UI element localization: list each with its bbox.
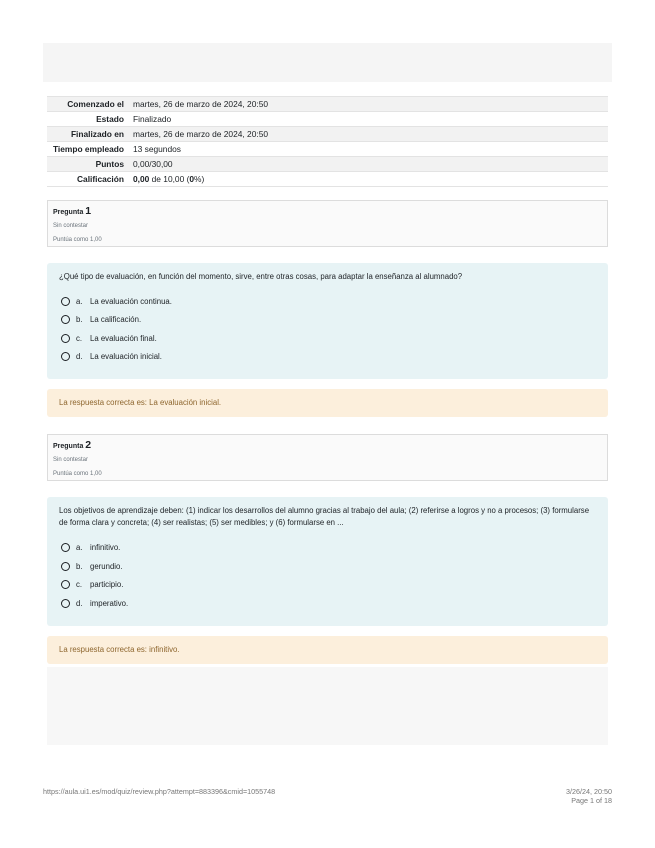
question-text: Los objetivos de aprendizaje deben: (1) indicar los desarrollos del alumno gracias al trabajo del aula; (2) referirse a logros y no a procesos; (3) formularse de forma clara y concreta; (4) ser realistas; (5) ser medibles; y (6) formularse en ... [59,506,590,528]
summary-value: Finalizado [133,113,172,124]
question-mark: Puntúa como 1,00 [53,237,102,243]
question-1-info [47,200,608,247]
footer-page-number: Page 1 of 18 [571,796,612,805]
summary-label: Puntos [95,158,124,169]
attempt-summary-table [47,96,608,187]
radio-icon[interactable] [61,352,70,361]
answer-option-a[interactable] [59,538,596,557]
summary-value [129,172,608,187]
summary-value: martes, 26 de marzo de 2024, 20:50 [133,98,269,109]
footer-url: https://aula.ui1.es/mod/quiz/review.php?attempt=883396&cmid=1055748 [43,787,276,796]
question-status: Sin contestar [53,223,89,229]
question-2-info [47,434,608,481]
radio-icon[interactable] [61,297,70,306]
summary-row-started [47,97,608,112]
question-mark: Puntúa como 1,00 [53,471,102,477]
question-2-formulation [47,497,608,626]
answer-option-c[interactable] [59,329,596,348]
summary-value: martes, 26 de marzo de 2024, 20:50 [133,128,269,139]
option-letter: c. [76,333,83,343]
option-letter: a. [76,543,83,553]
question-1-feedback: La respuesta correcta es: La evaluación inicial. [47,389,608,417]
summary-row-completed [47,127,608,142]
answer-options [59,292,596,366]
option-text: infinitivo. [90,543,121,553]
question-number-value: 1 [85,205,92,217]
answer-option-c[interactable] [59,575,596,594]
question-number [53,205,602,219]
radio-icon[interactable] [61,580,70,589]
summary-row-marks [47,157,608,172]
grade-out-of: de 10,00 ( [151,173,190,184]
question-2-feedback: La respuesta correcta es: infinitivo. [47,636,608,664]
footer-datetime: 3/26/24, 20:50 [566,787,612,796]
summary-label: Estado [96,113,124,124]
question-status: Sin contestar [53,457,89,463]
option-text: imperativo. [90,598,129,608]
question-1-formulation [47,263,608,379]
answer-option-b[interactable] [59,311,596,330]
summary-row-grade [47,172,608,187]
question-prefix: Pregunta [53,209,84,216]
radio-icon[interactable] [61,315,70,324]
summary-label: Comenzado el [67,98,124,109]
option-letter: d. [76,598,83,608]
grade-value: 0,00 [133,173,150,184]
option-letter: c. [76,580,83,590]
option-text: La calificación. [90,315,142,325]
grade-percent: 0 [189,173,195,184]
summary-value: 13 segundos [133,143,181,154]
option-letter: b. [76,561,83,571]
option-letter: b. [76,315,83,325]
question-number-value: 2 [85,439,92,451]
radio-icon[interactable] [61,562,70,571]
option-letter: a. [76,296,83,306]
answer-options [59,538,596,612]
summary-row-state [47,112,608,127]
radio-icon[interactable] [61,543,70,552]
summary-label: Tiempo empleado [52,143,124,154]
answer-option-d[interactable] [59,594,596,613]
summary-value: 0,00/30,00 [133,158,173,169]
option-text: La evaluación final. [90,333,157,343]
page-header-band [43,43,612,82]
answer-option-d[interactable] [59,348,596,367]
answer-option-b[interactable] [59,557,596,576]
summary-label: Calificación [76,173,124,184]
option-text: La evaluación continua. [90,296,172,306]
option-text: La evaluación inicial. [90,352,162,362]
next-question-placeholder [47,667,608,745]
question-text: ¿Qué tipo de evaluación, en función del momento, sirve, entre otras cosas, para adaptar la enseñanza al alumnado? [59,272,463,281]
answer-option-a[interactable] [59,292,596,311]
radio-icon[interactable] [61,599,70,608]
summary-row-time-taken [47,142,608,157]
question-number [53,439,602,453]
footer-meta [566,787,612,805]
grade-suffix: %) [194,173,205,184]
summary-label: Finalizado en [70,128,124,139]
radio-icon[interactable] [61,334,70,343]
option-letter: d. [76,352,83,362]
option-text: gerundio. [90,561,123,571]
option-text: participio. [90,580,124,590]
question-prefix: Pregunta [53,443,84,450]
